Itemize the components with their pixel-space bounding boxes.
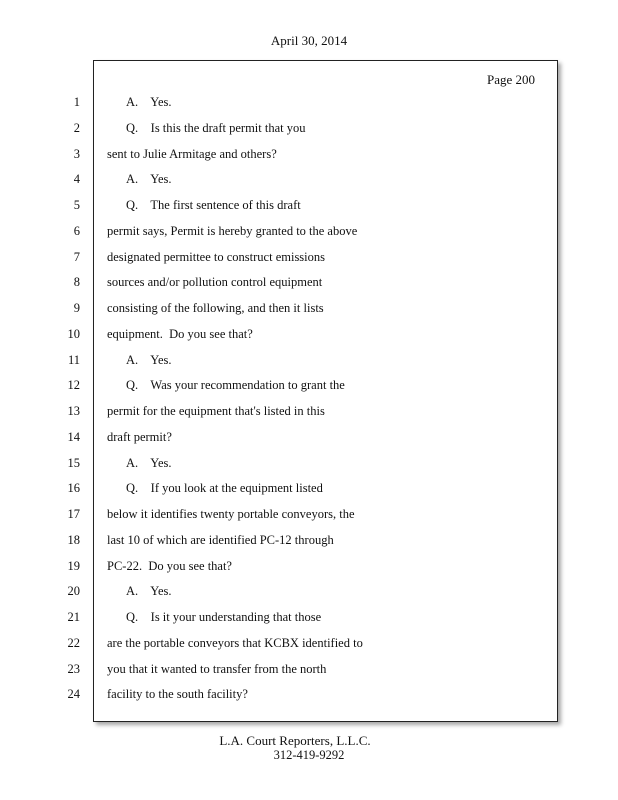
transcript-date: April 30, 2014	[270, 33, 348, 48]
transcript-line-text: below it identifies twenty portable conveyors, the	[107, 507, 355, 521]
line-number: 18	[67, 532, 80, 547]
line-number: 7	[73, 249, 80, 264]
transcript-line-text: A. Yes.	[126, 352, 172, 367]
transcript-line-text: equipment. Do you see that?	[107, 326, 253, 341]
transcript-line-text: facility to the south facility?	[107, 687, 248, 702]
line-number: 3	[73, 146, 80, 161]
line-number: 14	[67, 429, 80, 444]
transcript-line-text: you that it wanted to transfer from the north	[107, 661, 327, 676]
line-number: 9	[73, 301, 80, 315]
transcript-line-text: Q. Was your recommendation to grant the	[126, 378, 345, 393]
court-reporter-phone: 312-419-9292	[273, 748, 345, 762]
line-number: 12	[67, 378, 80, 393]
transcript-line-text: Q. Is it your understanding that those	[126, 610, 322, 624]
transcript-line-text: draft permit?	[107, 429, 172, 444]
transcript-line-text: permit for the equipment that's listed in this	[107, 404, 325, 418]
transcript-line-text: A. Yes.	[126, 455, 172, 470]
line-number: 15	[67, 455, 80, 470]
transcript-line-text: Q. If you look at the equipment listed	[126, 481, 323, 496]
line-number: 23	[67, 661, 80, 676]
line-number: 24	[67, 687, 80, 702]
line-number: 4	[73, 172, 80, 187]
line-number: 19	[67, 558, 80, 573]
transcript-line-text: A. Yes.	[126, 172, 172, 187]
transcript-line-text: designated permittee to construct emissions	[107, 249, 326, 264]
line-number: 13	[67, 404, 80, 418]
transcript-line-text: last 10 of which are identified PC-12 through	[107, 532, 334, 547]
line-number: 5	[73, 198, 80, 212]
transcript-line-text: A. Yes.	[126, 95, 172, 109]
transcript-line-text: permit says, Permit is hereby granted to the above	[107, 223, 358, 238]
transcript-line-text: are the portable conveyors that KCBX identified to	[107, 635, 363, 650]
line-number: 17	[67, 507, 80, 521]
line-number: 1	[73, 95, 80, 109]
transcript-line-text: A. Yes.	[126, 584, 172, 599]
transcript-line-text: sources and/or pollution control equipment	[107, 275, 323, 290]
transcript-line-text: Q. Is this the draft permit that you	[126, 120, 306, 135]
line-number: 22	[67, 635, 80, 650]
court-reporter-firm: L.A. Court Reporters, L.L.C.	[219, 733, 371, 748]
transcript-line-text: sent to Julie Armitage and others?	[107, 146, 277, 161]
transcript-line-text: Q. The first sentence of this draft	[126, 198, 301, 212]
line-number: 8	[73, 275, 80, 290]
line-number: 20	[67, 584, 80, 599]
line-number: 11	[67, 352, 80, 367]
transcript-line-text: PC-22. Do you see that?	[107, 558, 232, 573]
line-number: 10	[67, 326, 80, 341]
line-number: 2	[73, 120, 80, 135]
line-number: 6	[73, 223, 80, 238]
page-number: Page 200	[487, 72, 536, 87]
transcript-line-text: consisting of the following, and then it lists	[107, 301, 324, 315]
line-number: 21	[67, 610, 80, 624]
line-number: 16	[67, 481, 80, 496]
